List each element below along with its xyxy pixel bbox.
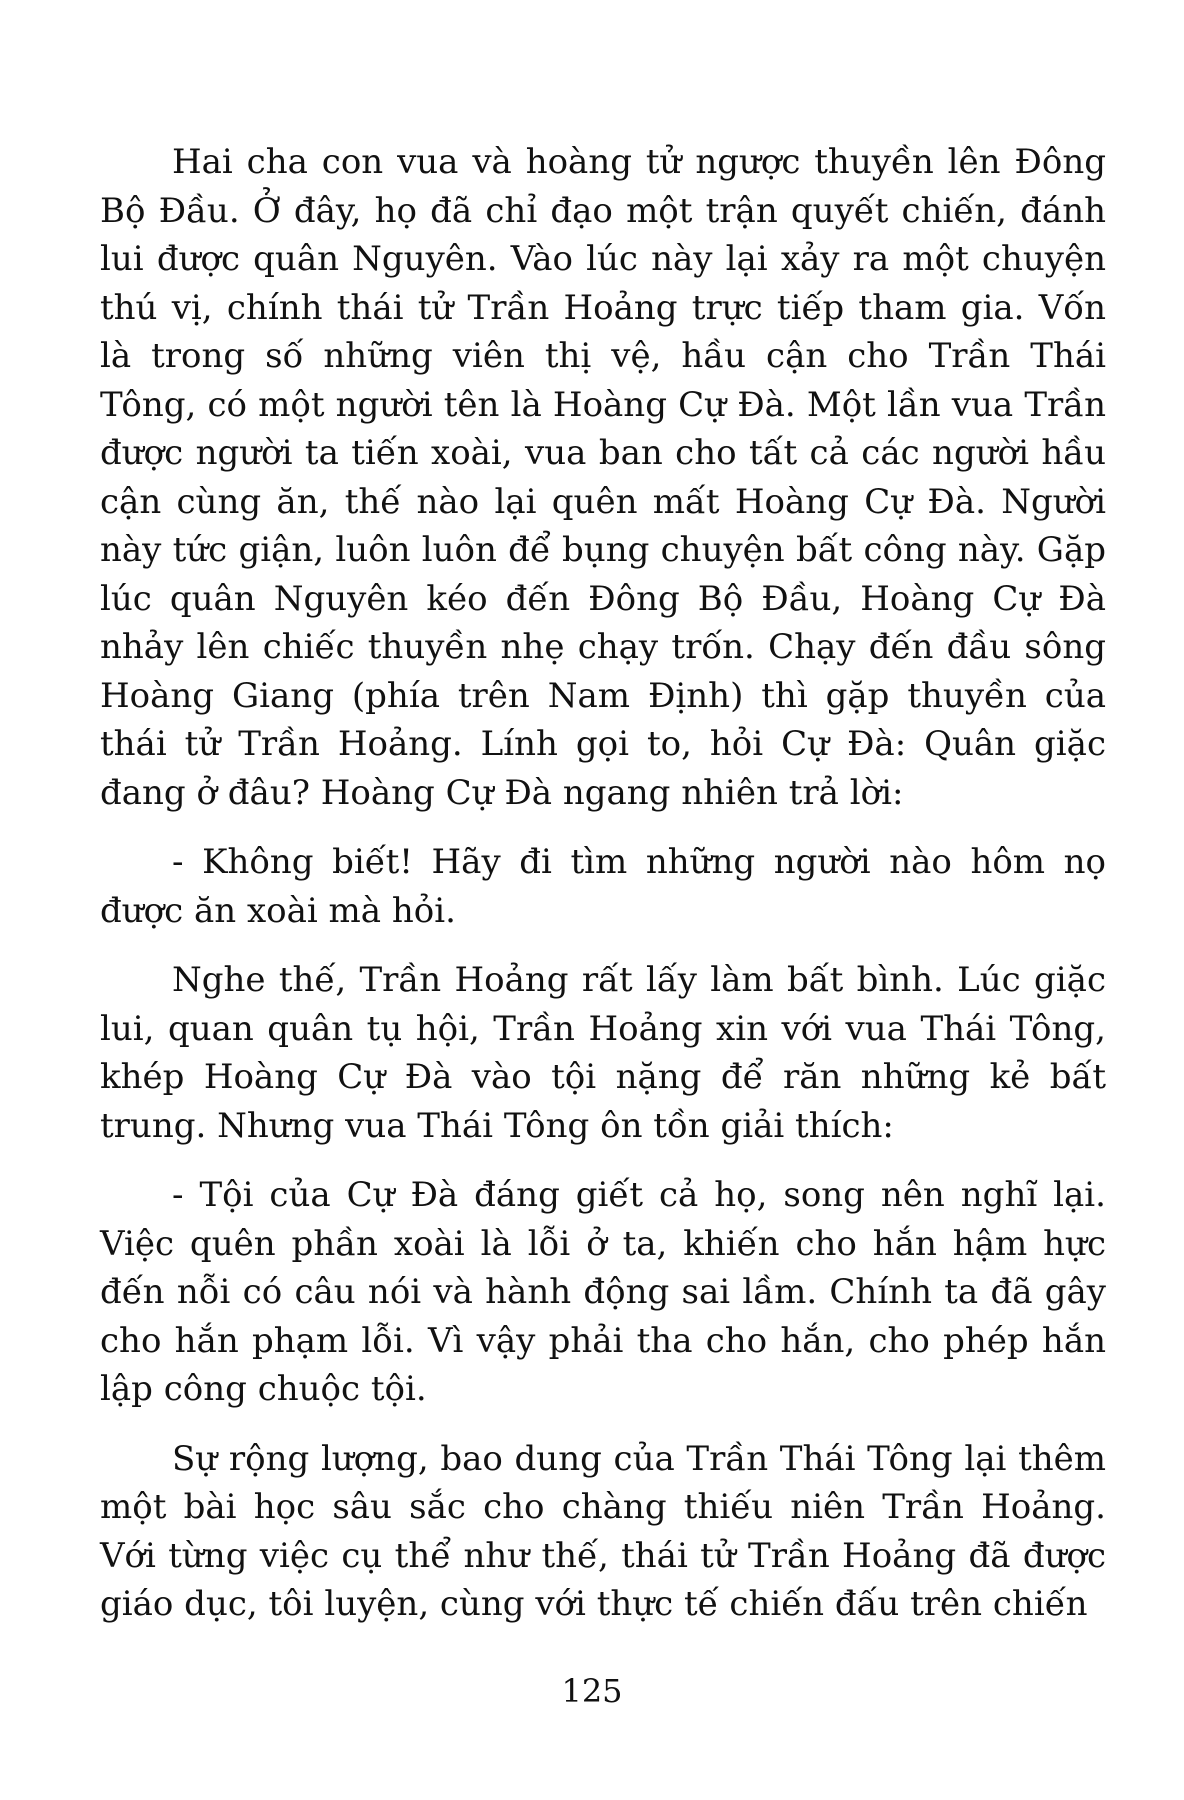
paragraph-5: Sự rộng lượng, bao dung của Trần Thái Tông lại thêm một bài học sâu sắc cho chàng thiếu niên Trần Hoảng. Với từng việc cụ thể như thế, thái tử Trần Hoảng đã được giáo dục, tôi luyện, cùng với thực tế chiến đấu trên chiến (100, 1438, 1106, 1624)
page-number: 125 (561, 1672, 623, 1710)
paragraph-1: Hai cha con vua và hoàng tử ngược thuyền lên Đông Bộ Đầu. Ở đây, họ đã chỉ đạo một trận quyết chiến, đánh lui được quân Nguyên. Vào lúc này lại xảy ra một chuyện thú vị, chính thái tử Trần Hoảng trực tiếp tham gia. Vốn là trong số những viên thị vệ, hầu cận cho Trần Thái Tông, có một người tên là Hoàng Cự Đà. Một lần vua Trần được người ta tiến xoài, vua ban cho tất cả các người hầu cận cùng ăn, thế nào lại quên mất Hoàng Cự Đà. Người này tức giận, luôn luôn để bụng chuyện bất công này. Gặp lúc quân Nguyên kéo đến Đông Bộ Đầu, Hoàng Cự Đà nhảy lên chiếc thuyền nhẹ chạy trốn. Chạy đến đầu sông Hoàng Giang (phía trên Nam Định) thì gặp thuyền của thái tử Trần Hoảng. Lính gọi to, hỏi Cự Đà: Quân giặc đang ở đâu? Hoàng Cự Đà ngang nhiên trả lời: (100, 142, 1106, 813)
paragraph-3: Nghe thế, Trần Hoảng rất lấy làm bất bình. Lúc giặc lui, quan quân tụ hội, Trần Hoảng xin với vua Thái Tông, khép Hoàng Cự Đà vào tội nặng để răn những kẻ bất trung. Nhưng vua Thái Tông ôn tồn giải thích: (100, 960, 1106, 1146)
paragraph-4: - Tội của Cự Đà đáng giết cả họ, song nên nghĩ lại. Việc quên phần xoài là lỗi ở ta, khiến cho hắn hậm hực đến nỗi có câu nói và hành động sai lầm. Chính ta đã gây cho hắn phạm lỗi. Vì vậy phải tha cho hắn, cho phép hắn lập công chuộc tội. (100, 1175, 1106, 1409)
body-text (100, 138, 1106, 1629)
paragraph-2: - Không biết! Hãy đi tìm những người nào hôm nọ được ăn xoài mà hỏi. (100, 842, 1106, 931)
